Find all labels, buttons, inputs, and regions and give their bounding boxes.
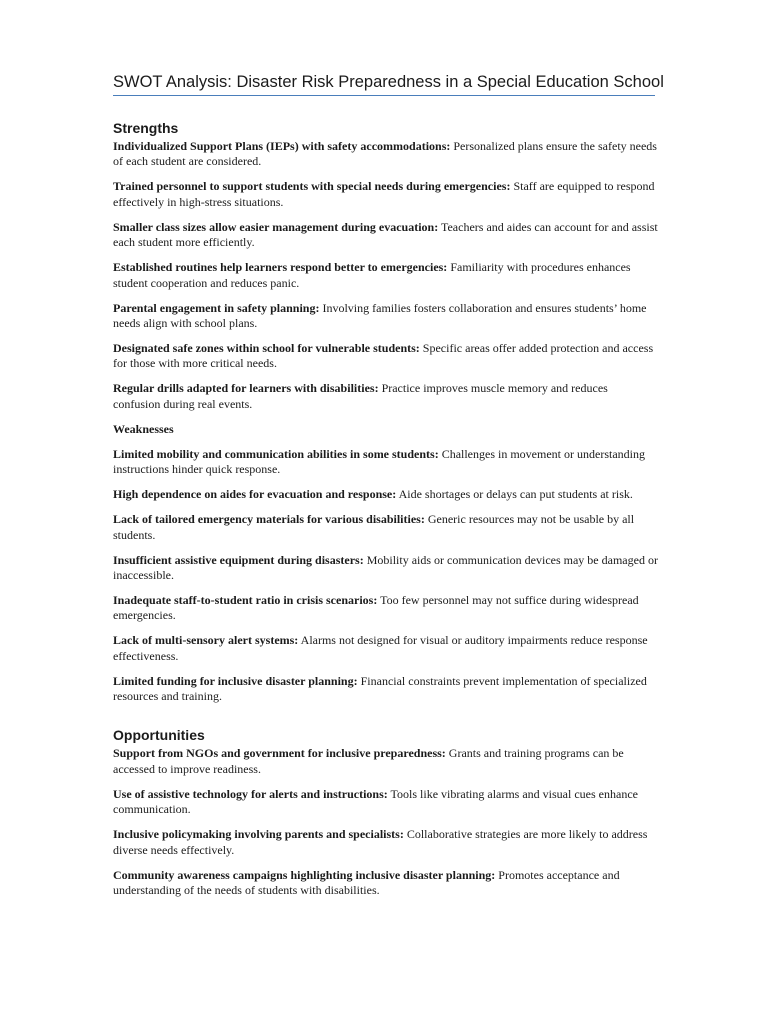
item-description: Aide shortages or delays can put students at risk. [396,487,633,502]
item-term: Designated safe zones within school for vulnerable students: [113,341,420,356]
item-term: Regular drills adapted for learners with disabilities: [113,381,379,396]
opportunity-item [113,868,658,899]
item-term: Smaller class sizes allow easier management during evacuation: [113,219,439,234]
item-term: Community awareness campaigns highlighting inclusive disaster planning: [113,867,496,882]
item-description: Specific areas offer added protection and access for those with more critical needs. [113,341,654,371]
item-description: Familiarity with procedures enhances student cooperation and reduces panic. [113,260,631,290]
weakness-item [113,447,658,478]
weakness-item [113,593,658,624]
item-description: Collaborative strategies are more likely to address diverse needs effectively. [113,827,648,857]
item-description: Tools like vibrating alarms and visual cues enhance communication. [113,786,638,817]
item-term: Trained personnel to support students with special needs during emergencies: [113,179,511,194]
weakness-item [113,553,658,584]
opportunity-item [113,787,658,818]
item-term: Individualized Support Plans (IEPs) with safety accommodations: [113,139,451,153]
item-description: Challenges in movement or understanding instructions hinder quick response. [113,446,645,477]
strength-item [113,301,658,332]
opportunities-heading: Opportunities [113,727,205,744]
weakness-item [113,674,658,705]
item-description: Personalized plans ensure the safety needs of each student are considered. [113,139,657,169]
strength-item [113,179,658,210]
item-description: Involving families fosters collaboration and ensures students’ home needs align with school plans. [113,300,647,331]
item-term: Limited mobility and communication abilities in some students: [113,446,439,461]
item-term: Limited funding for inclusive disaster planning: [113,673,358,688]
item-term: Established routines help learners respond better to emergencies: [113,260,448,275]
weakness-item [113,487,658,502]
document-body [113,119,658,908]
item-description: Staff are equipped to respond effectively in high-stress situations. [113,179,655,209]
strength-item [113,260,658,291]
strength-item [113,220,658,251]
item-description: Alarms not designed for visual or auditory impairments reduce response effectiveness. [113,633,648,663]
section-spacer [113,714,658,726]
weaknesses-heading: Weaknesses [113,421,174,436]
weakness-item [113,633,658,664]
item-description: Practice improves muscle memory and reduces confusion during real events. [113,381,608,411]
item-term: Use of assistive technology for alerts and instructions: [113,786,388,801]
weakness-item [113,512,658,543]
strength-item [113,381,658,412]
item-term: Lack of tailored emergency materials for various disabilities: [113,512,425,527]
item-description: Promotes acceptance and understanding of the needs of students with disabilities. [113,867,620,897]
opportunity-item [113,827,658,858]
item-description: Mobility aids or communication devices may be damaged or inaccessible. [113,552,658,583]
item-description: Grants and training programs can be accessed to improve readiness. [113,746,624,776]
item-description: Too few personnel may not suffice during widespread emergencies. [113,593,639,623]
strength-item [113,341,658,372]
title-underline [113,95,655,96]
strength-item [113,139,658,170]
item-description: Financial constraints prevent implementation of specialized resources and training. [113,673,647,704]
document-title: SWOT Analysis: Disaster Risk Preparedness in a Special Education School [113,73,664,91]
opportunity-item [113,746,658,777]
item-term: Lack of multi-sensory alert systems: [113,633,299,648]
item-description: Teachers and aides can account for and assist each student more efficiently. [113,219,658,250]
item-term: High dependence on aides for evacuation and response: [113,487,397,502]
item-term: Inclusive policymaking involving parents and specialists: [113,827,404,842]
item-term: Inadequate staff-to-student ratio in crisis scenarios: [113,593,378,608]
item-term: Insufficient assistive equipment during disasters: [113,552,364,567]
strengths-heading: Strengths [113,120,179,136]
item-term: Parental engagement in safety planning: [113,300,320,315]
item-term: Support from NGOs and government for inclusive preparedness: [113,746,446,761]
item-description: Generic resources may not be usable by all students. [113,512,635,542]
